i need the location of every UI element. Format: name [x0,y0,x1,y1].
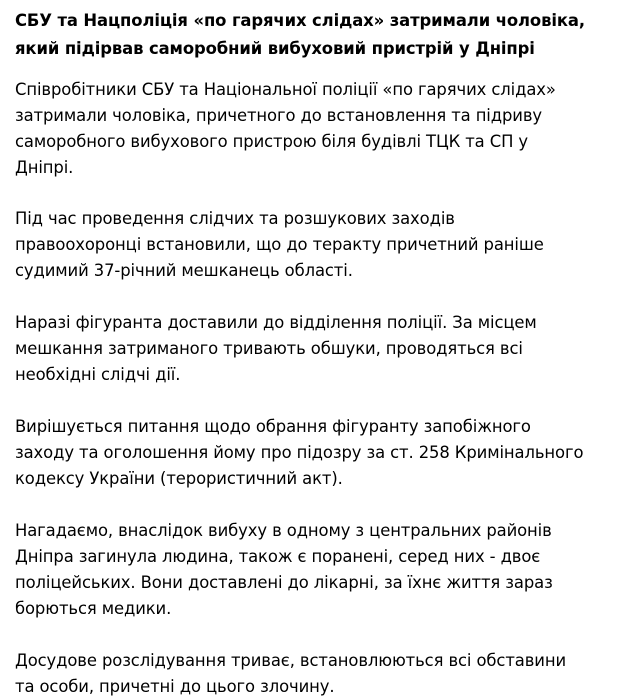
paragraph-line: мешкання затриманого тривають обшуки, проводяться всі [15,339,523,358]
paragraph-line: заходу та оголошення йому про підозру за ст. 258 Кримінального [15,443,584,462]
paragraph-line: Наразі фігуранта доставили до відділення поліції. За місцем [15,313,537,332]
paragraph-line: та особи, причетні до цього злочину. [15,677,335,696]
paragraph-line: Дніпрі. [15,158,74,177]
article-paragraph-6 [15,648,620,699]
paragraph-line: Нагадаємо, внаслідок вибуху в одному з центральних районів [15,521,552,540]
paragraph-line: необхідні слідчі дії. [15,365,181,384]
article-paragraph-5 [15,518,620,622]
article-paragraph-4 [15,414,620,492]
paragraph-line: кодексу України (терористичний акт). [15,469,343,488]
paragraph-line: судимий 37-річний мешканець області. [15,261,353,280]
article-title-line: який підірвав саморобний вибуховий пристрій у Дніпрі [15,39,535,58]
paragraph-line: правоохоронці встановили, що до теракту причетний раніше [15,235,544,254]
article-paragraph-2 [15,206,620,284]
paragraph-line: борються медики. [15,599,172,618]
paragraph-line: саморобного вибухового пристрою біля будівлі ТЦК та СП у [15,132,529,151]
paragraph-line: Досудове розслідування триває, встановлюються всі обставини [15,651,566,670]
paragraph-line: поліцейських. Вони доставлені до лікарні, за їхнє життя зараз [15,573,553,592]
paragraph-line: затримали чоловіка, причетного до встановлення та підриву [15,106,543,125]
article-paragraph-3 [15,310,620,388]
article-title-line: СБУ та Нацполіція «по гарячих слідах» затримали чоловіка, [15,11,585,30]
paragraph-line: Дніпра загинула людина, також є поранені, серед них - двоє [15,547,541,566]
article-title [15,7,620,63]
paragraph-line: Під час проведення слідчих та розшукових заходів [15,209,455,228]
paragraph-line: Вирішується питання щодо обрання фігуранту запобіжного [15,417,531,436]
article-paragraph-1 [15,77,620,181]
paragraph-line: Співробітники СБУ та Національної поліції «по гарячих слідах» [15,80,556,99]
